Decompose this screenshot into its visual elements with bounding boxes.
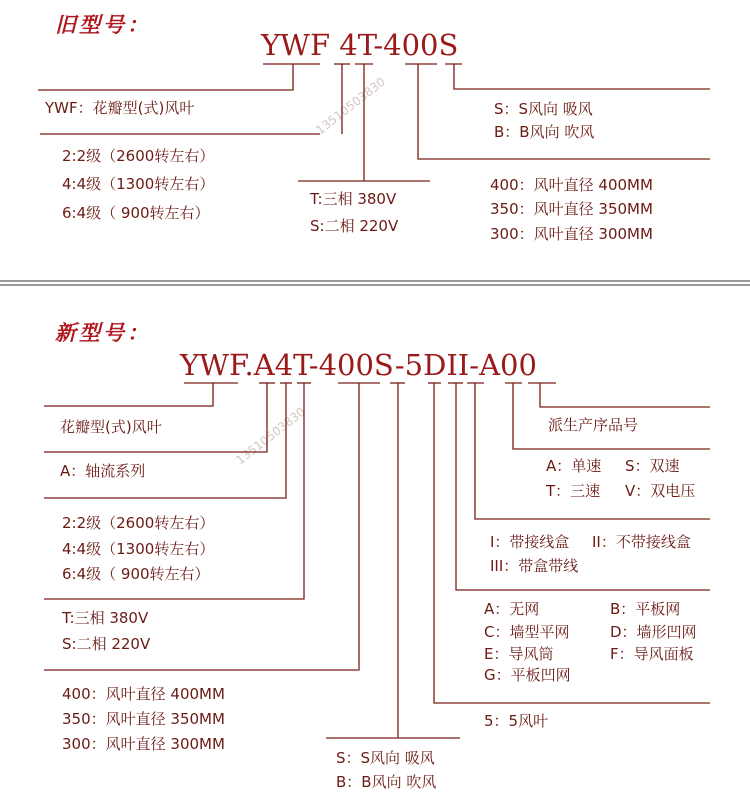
new-speed-2: 2:2级（2600转左右） bbox=[62, 514, 215, 532]
new-leader-serial bbox=[540, 383, 710, 407]
new-dia-400: 400：风叶直径 400MM bbox=[62, 685, 225, 703]
new-dir-s: S：S风向 吸风 bbox=[336, 749, 435, 767]
old-dir-b: B：B风向 吹风 bbox=[494, 123, 595, 141]
old-leader-direction bbox=[454, 64, 710, 89]
old-speed-2: 2:2级（2600转左右） bbox=[62, 147, 215, 165]
old-dia-400: 400：风叶直径 400MM bbox=[490, 176, 653, 194]
new-dia-350: 350：风叶直径 350MM bbox=[62, 710, 225, 728]
new-grill-d: D：墙形凹网 bbox=[610, 623, 697, 641]
new-leader-blade bbox=[44, 383, 213, 406]
new-axial-label: A：轴流系列 bbox=[60, 462, 146, 480]
old-model-code: YWF 4T-400S bbox=[261, 28, 459, 62]
new-single-speed: A：单速 bbox=[546, 457, 602, 475]
new-grill-c: C：墙型平网 bbox=[484, 623, 570, 641]
new-box-1: I：带接线盒 bbox=[490, 533, 570, 551]
old-dir-s: S：S风向 吸风 bbox=[494, 100, 593, 118]
old-phase-3: T:三相 380V bbox=[310, 190, 397, 208]
new-double-speed: S：双速 bbox=[625, 457, 680, 475]
new-grill-g: G：平板凹网 bbox=[484, 666, 571, 684]
new-model-code: YWF.A4T-400S-5DII-A00 bbox=[180, 348, 537, 382]
old-model-title: 旧型号： bbox=[55, 12, 151, 37]
old-watermark: 13510503830 bbox=[313, 74, 389, 138]
new-watermark: 13510503830 bbox=[233, 404, 309, 468]
new-dual-voltage: V：双电压 bbox=[625, 482, 696, 500]
new-blade-label: 花瓣型(式)风叶 bbox=[60, 418, 162, 436]
new-blades-label: 5：5风叶 bbox=[484, 712, 549, 730]
new-serial-label: 派生产序品号 bbox=[548, 416, 639, 434]
old-leader-series bbox=[38, 64, 293, 90]
new-three-speed: T：三速 bbox=[546, 482, 601, 500]
new-grill-a: A：无网 bbox=[484, 600, 540, 618]
old-phase-2: S:二相 220V bbox=[310, 217, 399, 235]
old-dia-300: 300：风叶直径 300MM bbox=[490, 225, 653, 243]
new-grill-b: B：平板网 bbox=[610, 600, 681, 618]
new-leader-speed bbox=[44, 383, 286, 498]
new-phase-2: S:二相 220V bbox=[62, 635, 151, 653]
new-grill-e: E：导风筒 bbox=[484, 645, 554, 663]
new-dir-b: B：B风向 吹风 bbox=[336, 773, 437, 791]
old-series-label: YWF：花瓣型(式)风叶 bbox=[45, 99, 195, 117]
old-speed-6: 6:4级（ 900转左右） bbox=[62, 204, 210, 222]
new-speed-4: 4:4级（1300转左右） bbox=[62, 540, 215, 558]
new-model-title: 新型号： bbox=[55, 320, 151, 345]
old-dia-350: 350：风叶直径 350MM bbox=[490, 200, 653, 218]
new-speed-6: 6:4级（ 900转左右） bbox=[62, 565, 210, 583]
new-box-3: III：带盒带线 bbox=[490, 557, 579, 575]
new-phase-3: T:三相 380V bbox=[62, 609, 149, 627]
new-dia-300: 300：风叶直径 300MM bbox=[62, 735, 225, 753]
new-grill-f: F：导风面板 bbox=[610, 645, 694, 663]
new-box-2: II：不带接线盒 bbox=[592, 533, 691, 551]
old-speed-4: 4:4级（1300转左右） bbox=[62, 175, 215, 193]
